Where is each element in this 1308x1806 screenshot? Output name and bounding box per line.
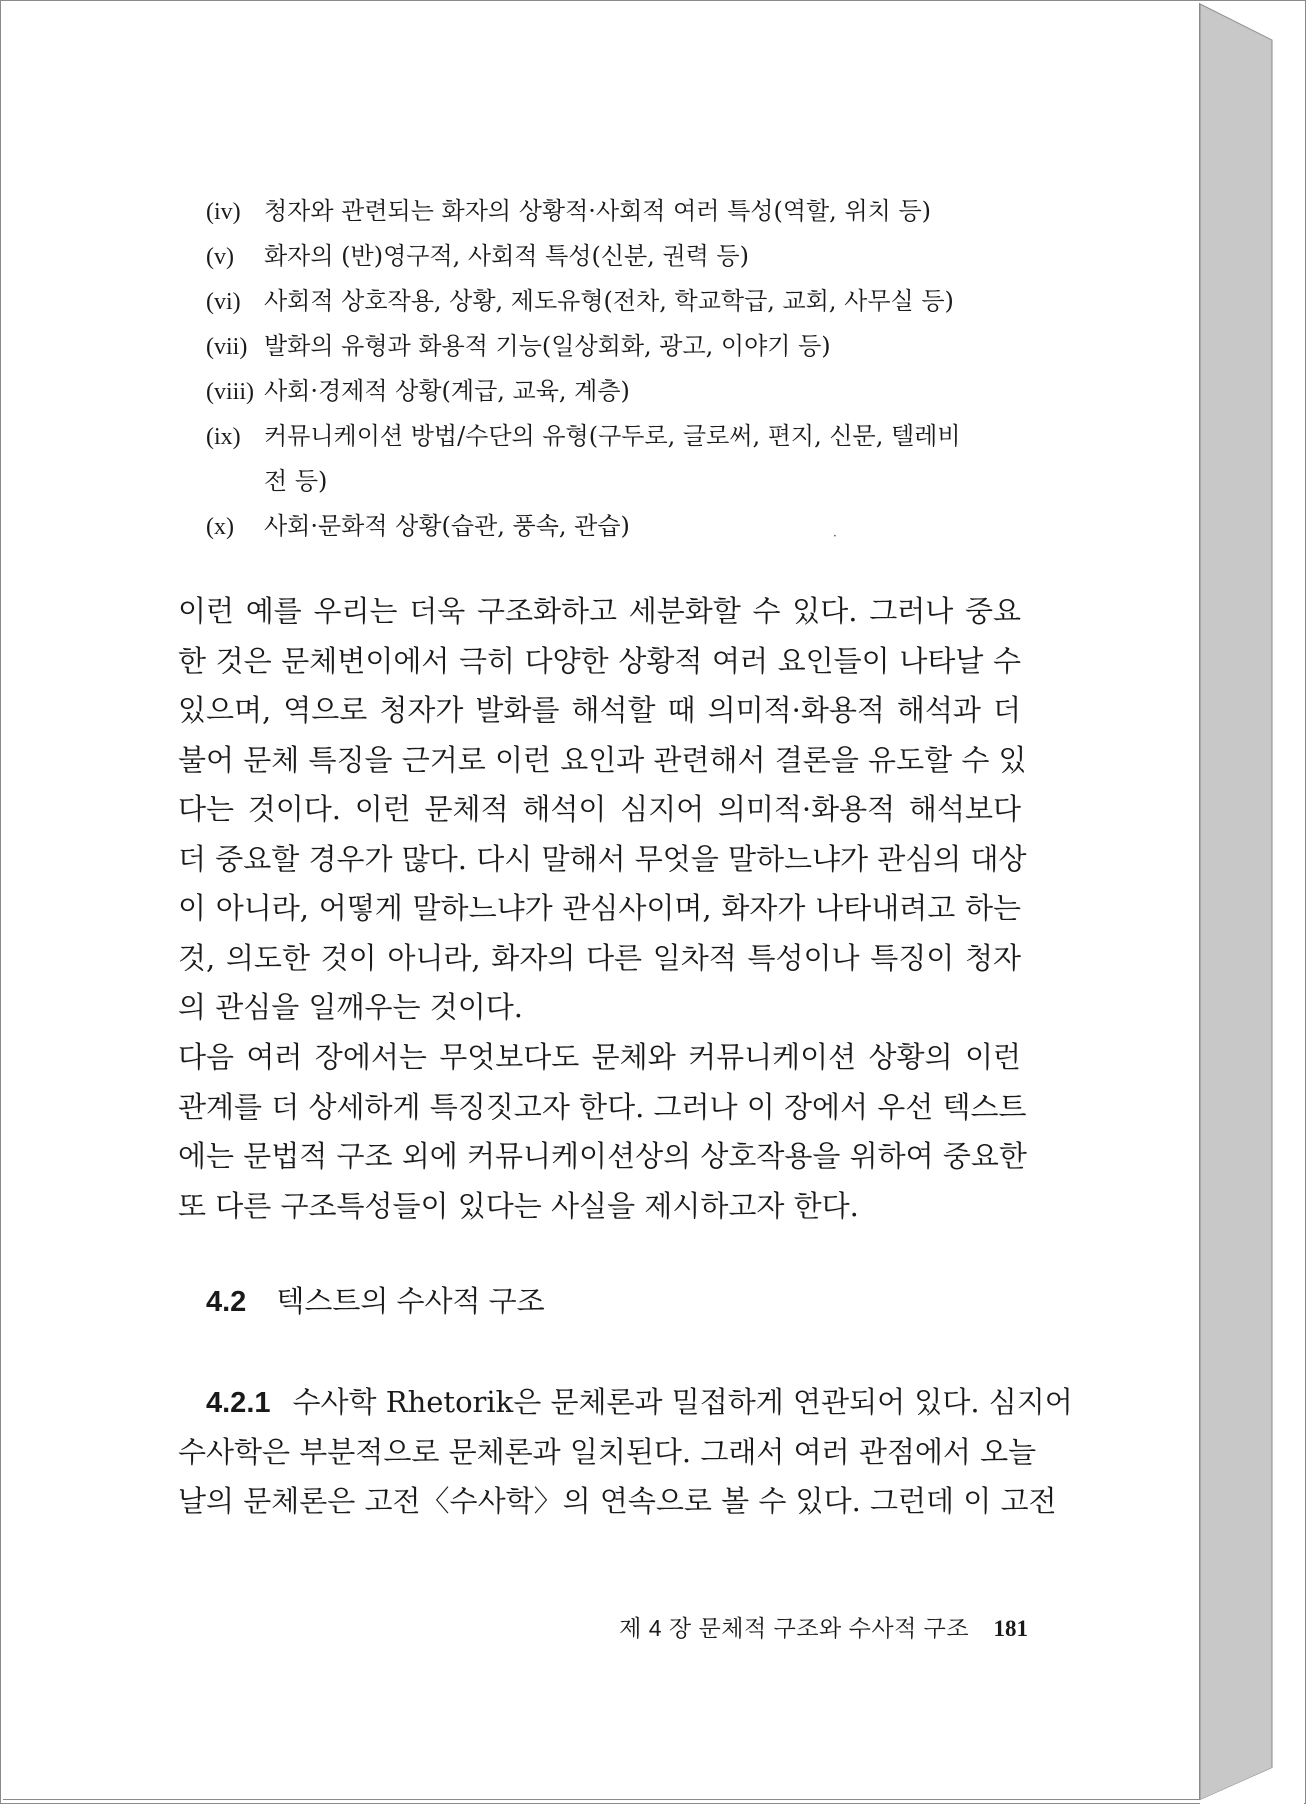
page-number: 181 [993, 1616, 1028, 1641]
list-item-number: (ix) [206, 424, 241, 450]
list-item [206, 369, 1006, 414]
page-stack-edge [1200, 0, 1306, 1804]
text-line: 또 다른 구조특성들이 있다는 사실을 제시하고자 한다. [178, 1188, 859, 1223]
list-item-number: (v) [206, 244, 234, 270]
list-item [206, 324, 1006, 369]
section-number: 4.2 [206, 1286, 247, 1318]
section-heading [206, 1277, 545, 1327]
list-item-number: (x) [206, 514, 234, 540]
page-footer [619, 1608, 1028, 1649]
list-item-number: (vii) [206, 334, 248, 360]
list-item [206, 504, 1006, 549]
text-line: 더 중요할 경우가 많다. 다시 말해서 무엇을 말하느냐가 관심의 대상 [178, 841, 1027, 876]
list-item-text: 전 등) [264, 467, 328, 495]
text-line: 한 것은 문체변이에서 극히 다양한 상황적 여러 요인들이 나타날 수 [178, 643, 1021, 678]
list-item-number: (iv) [206, 199, 241, 225]
subsection-number: 4.2.1 [206, 1387, 271, 1419]
text-line: 있으며, 역으로 청자가 발화를 해석할 때 의미적·화용적 해석과 더 [178, 693, 1021, 727]
text-line: 것, 의도한 것이 아니라, 화자의 다른 일차적 특성이나 특징이 청자 [178, 940, 1021, 975]
text-line: 이 아니라, 어떻게 말하느냐가 관심사이며, 화자가 나타내려고 하는 [178, 891, 1021, 925]
text-line: 의 관심을 일깨우는 것이다. [178, 990, 524, 1024]
text-line: 관계를 더 상세하게 특징짓고자 한다. 그러나 이 장에서 우선 텍스트 [178, 1089, 1027, 1124]
section-title: 텍스트의 수사적 구조 [276, 1286, 545, 1318]
list-item-number: (viii) [206, 379, 254, 405]
running-footer-chapter: 제 4 장 문체적 구조와 수사적 구조 [619, 1615, 970, 1641]
text-line: 수사학은 부분적으로 문체론과 일치된다. 그래서 여러 관점에서 오늘 [178, 1434, 1037, 1469]
list-item-text: 커뮤니케이션 방법/수단의 유형(구두로, 글로써, 편지, 신문, 텔레비 [264, 422, 961, 450]
list-item-text: 사회·경제적 상황(계급, 교육, 계층) [264, 377, 630, 405]
subsection-first-line: 수사학 Rhetorik은 문체론과 밀접하게 연관되어 있다. 심지어 [292, 1385, 1073, 1419]
list-item [206, 234, 1006, 279]
text-line: 다는 것이다. 이런 문체적 해석이 심지어 의미적·화용적 해석보다 [178, 792, 1021, 826]
list-item-text: 청자와 관련되는 화자의 상황적·사회적 여러 특성(역할, 위치 등) [264, 197, 931, 225]
text-line [178, 1378, 1073, 1428]
paragraph-2 [178, 1033, 1027, 1231]
list-item-text: 발화의 유형과 화용적 기능(일상회화, 광고, 이야기 등) [264, 332, 831, 360]
list-item-text: 사회적 상호작용, 상황, 제도유형(전차, 학교학급, 교회, 사무실 등) [264, 287, 954, 315]
list-item-continuation [206, 459, 1006, 504]
list-item [206, 189, 1006, 234]
text-line: 다음 여러 장에서는 무엇보다도 문체와 커뮤니케이션 상황의 이런 [178, 1040, 1021, 1074]
list-item-text: 화자의 (반)영구적, 사회적 특성(신분, 권력 등) [264, 242, 749, 270]
text-line: 날의 문체론은 고전〈수사학〉의 연속으로 볼 수 있다. 그런데 이 고전 [178, 1484, 1057, 1518]
text-line: 에는 문법적 구조 외에 커뮤니케이션상의 상호작용을 위하여 중요한 [178, 1139, 1027, 1173]
context-factor-list [206, 189, 1006, 549]
list-item-text: 사회·문화적 상황(습관, 풍속, 관습) [264, 512, 630, 540]
text-line: 불어 문체 특징을 근거로 이런 요인과 관련해서 결론을 유도할 수 있 [178, 742, 1027, 777]
paragraph-3 [178, 1378, 1073, 1527]
list-item [206, 279, 1006, 324]
list-item-number: (vi) [206, 289, 241, 315]
list-item [206, 414, 1006, 459]
paragraph-1 [178, 587, 1027, 1033]
text-line: 이런 예를 우리는 더욱 구조화하고 세분화할 수 있다. 그러나 중요 [178, 594, 1021, 628]
scan-speck: · [833, 529, 837, 543]
book-page [3, 3, 1200, 1800]
